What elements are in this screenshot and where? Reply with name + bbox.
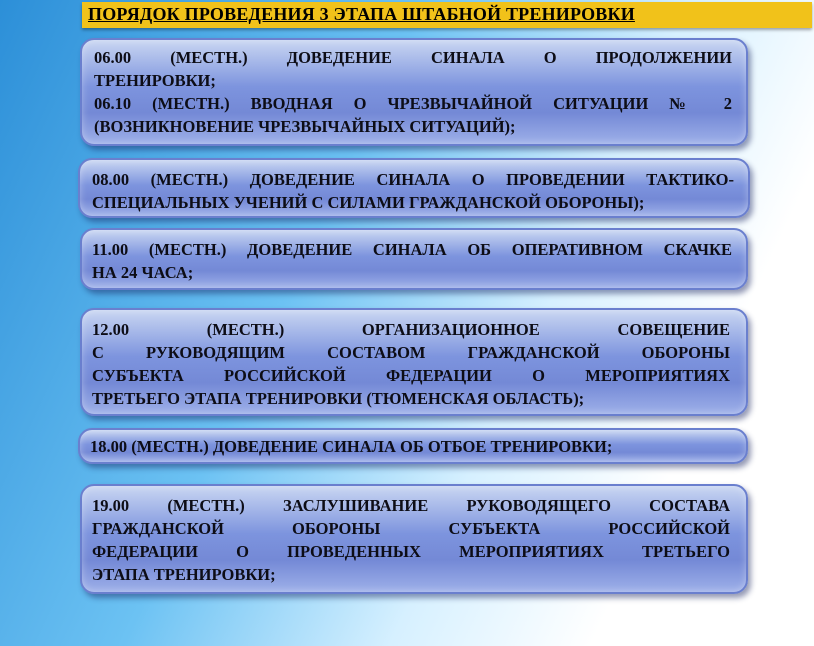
schedule-item-4-line-4: ТРЕТЬЕГО ЭТАПА ТРЕНИРОВКИ (ТЮМЕНСКАЯ ОБЛАСТЬ);	[92, 389, 585, 408]
schedule-item-1-line-3: 06.10 (МЕСТН.) ВВОДНАЯ О ЧРЕЗВЫЧАЙНОЙ СИТУАЦИИ № 2	[94, 94, 732, 113]
schedule-item-5-line-1: 18.00 (МЕСТН.) ДОВЕДЕНИЕ СИНАЛА ОБ ОТБОЕ ТРЕНИРОВКИ;	[90, 437, 613, 456]
schedule-item-3-line-1: 11.00 (МЕСТН.) ДОВЕДЕНИЕ СИНАЛА ОБ ОПЕРАТИВНОМ СКАЧКЕ	[92, 240, 732, 259]
schedule-item-6-line-1: 19.00 (МЕСТН.) ЗАСЛУШИВАНИЕ РУКОВОДЯЩЕГО СОСТАВА	[92, 496, 730, 515]
schedule-item-6-line-2: ГРАЖДАНСКОЙ ОБОРОНЫ СУБЪЕКТА РОССИЙСКОЙ	[92, 519, 730, 538]
schedule-item-1-line-4: (ВОЗНИКНОВЕНИЕ ЧРЕЗВЫЧАЙНЫХ СИТУАЦИЙ);	[94, 117, 516, 136]
schedule-item-3	[80, 228, 748, 290]
schedule-item-6-line-3: ФЕДЕРАЦИИ О ПРОВЕДЕННЫХ МЕРОПРИЯТИЯХ ТРЕТЬЕГО	[92, 542, 730, 561]
schedule-item-4-line-3: СУБЪЕКТА РОССИЙСКОЙ ФЕДЕРАЦИИ О МЕРОПРИЯТИЯХ	[92, 366, 730, 385]
schedule-item-3-line-2: НА 24 ЧАСА;	[92, 263, 194, 282]
schedule-item-2	[78, 158, 750, 218]
page-title: ПОРЯДОК ПРОВЕДЕНИЯ 3 ЭТАПА ШТАБНОЙ ТРЕНИРОВКИ	[88, 4, 635, 24]
schedule-item-1-line-2: ТРЕНИРОВКИ;	[94, 71, 216, 90]
schedule-item-2-line-2: СПЕЦИАЛЬНЫХ УЧЕНИЙ С СИЛАМИ ГРАЖДАНСКОЙ ОБОРОНЫ);	[92, 193, 645, 212]
schedule-item-1	[80, 38, 748, 146]
schedule-item-4-line-1: 12.00 (МЕСТН.) ОРГАНИЗАЦИОННОЕ СОВЕЩЕНИЕ	[92, 320, 730, 339]
schedule-item-5	[78, 428, 748, 464]
schedule-item-6	[80, 484, 748, 594]
schedule-item-4	[80, 308, 748, 416]
schedule-item-1-line-1: 06.00 (МЕСТН.) ДОВЕДЕНИЕ СИНАЛА О ПРОДОЛЖЕНИИ	[94, 48, 732, 67]
schedule-item-2-line-1: 08.00 (МЕСТН.) ДОВЕДЕНИЕ СИНАЛА О ПРОВЕДЕНИИ ТАКТИКО-	[92, 170, 734, 189]
schedule-item-4-line-2: С РУКОВОДЯЩИМ СОСТАВОМ ГРАЖДАНСКОЙ ОБОРОНЫ	[92, 343, 730, 362]
schedule-item-6-line-4: ЭТАПА ТРЕНИРОВКИ;	[92, 565, 276, 584]
title-bar	[82, 2, 812, 28]
